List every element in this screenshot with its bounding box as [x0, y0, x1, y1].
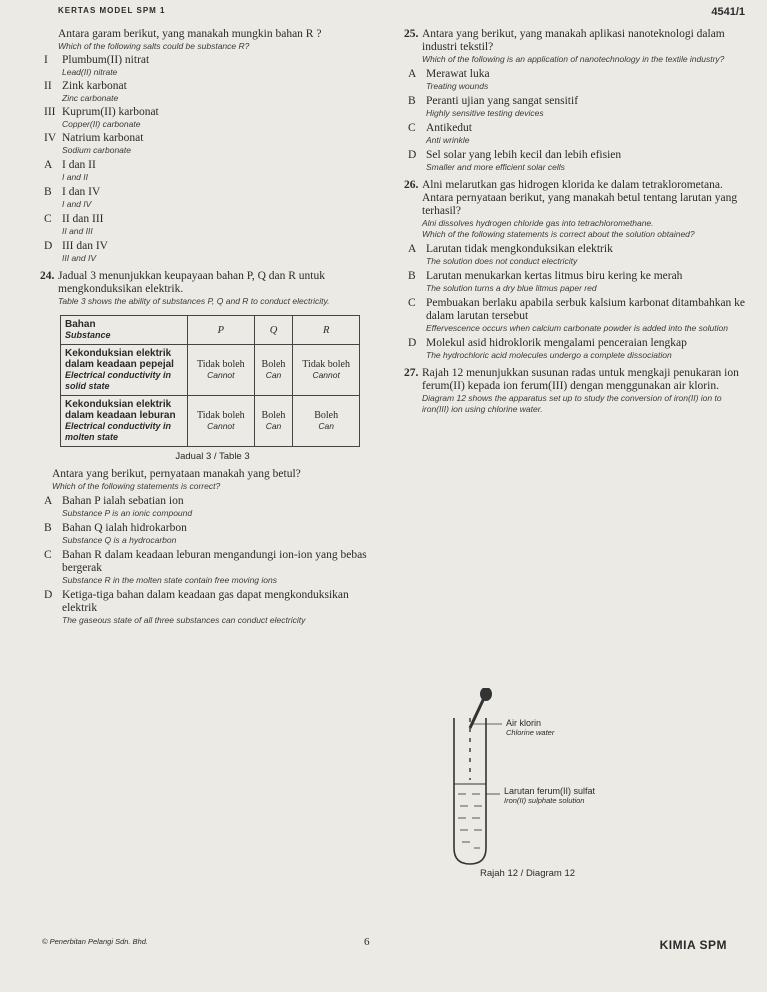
question-24	[40, 270, 385, 626]
q23-item	[40, 54, 385, 78]
option-label: C	[44, 213, 52, 225]
q26-stem: Alni melarutkan gas hidrogen klorida ke dalam tetraklorometana.	[422, 179, 723, 191]
header-paper-code: 4541/1	[711, 6, 745, 18]
option-text: Bahan R dalam keadaan leburan mengandungi ion-ion yang bebas bergerak	[62, 549, 367, 574]
option-text: Molekul asid hidroklorik mengalami penceraian lengkap	[426, 337, 687, 349]
cell-ms: Tidak boleh	[196, 410, 245, 421]
q24-option-a[interactable]	[40, 495, 385, 519]
q26-option-d[interactable]	[404, 337, 746, 361]
option-text-en: Effervescence occurs when calcium carbonate powder is added into the solution	[426, 323, 728, 333]
q23-option-a[interactable]	[40, 159, 385, 183]
page-number: 6	[364, 936, 370, 948]
header-paper-title: KERTAS MODEL SPM 1	[58, 6, 166, 15]
option-text: III dan IV	[62, 240, 108, 252]
option-text-en: The hydrochloric acid molecules undergo a complete dissociation	[426, 350, 672, 360]
corner-label: Bahan	[65, 319, 96, 330]
q23-item-num: III	[44, 106, 56, 118]
question-number: 25.	[404, 28, 419, 40]
diagram-12	[440, 688, 740, 888]
option-text-en: Highly sensitive testing devices	[426, 108, 544, 118]
cell-ms: Boleh	[261, 410, 286, 421]
q23-option-c[interactable]	[40, 213, 385, 237]
option-text: Larutan menukarkan kertas litmus biru kering ke merah	[426, 270, 683, 282]
label-ms: Air klorin	[506, 718, 542, 728]
row-label-en: Electrical conductivity in molten state	[65, 421, 172, 442]
q24-option-b[interactable]	[40, 522, 385, 546]
option-text-en: I and II	[62, 172, 88, 182]
row-label	[61, 396, 188, 447]
cell-ms: Tidak boleh	[196, 359, 245, 370]
apparatus-illustration	[440, 688, 740, 868]
label-ms: Larutan ferum(II) sulfat	[504, 786, 596, 796]
option-text-en: Treating wounds	[426, 81, 489, 91]
q25-option-d[interactable]	[404, 149, 746, 173]
label-en: Iron(II) sulphate solution	[504, 796, 585, 805]
question-26	[404, 179, 746, 361]
table-row	[61, 345, 360, 396]
option-text: Merawat luka	[426, 68, 490, 80]
question-23	[40, 28, 385, 264]
footer-publisher: © Penerbitan Pelangi Sdn. Bhd.	[42, 937, 149, 946]
q25-option-b[interactable]	[404, 95, 746, 119]
table-cell	[188, 345, 255, 396]
option-label: A	[44, 495, 53, 507]
option-text: II dan III	[62, 213, 104, 225]
table-cell	[188, 396, 255, 447]
option-label: B	[408, 95, 416, 107]
dropper-bulb	[480, 688, 492, 701]
table-cell	[293, 345, 360, 396]
question-number: 26.	[404, 179, 419, 191]
option-text-en: The solution does not conduct electricity	[426, 256, 578, 266]
q26-stem-2-en: Which of the following statements is correct about the solution obtained?	[422, 229, 695, 239]
option-text: Bahan Q ialah hidrokarbon	[62, 522, 187, 534]
option-text: Peranti ujian yang sangat sensitif	[426, 95, 579, 107]
q23-item	[40, 106, 385, 130]
q26-option-b[interactable]	[404, 270, 746, 294]
option-text-en: Anti wrinkle	[426, 135, 470, 145]
q23-item-text: Plumbum(II) nitrat	[62, 54, 150, 66]
option-label: A	[44, 159, 53, 171]
option-label: C	[408, 122, 416, 134]
question-number: 27.	[404, 367, 419, 379]
table-corner	[61, 316, 188, 345]
option-label: B	[408, 270, 416, 282]
table-cell	[254, 396, 293, 447]
solution-hatching	[458, 794, 482, 848]
q23-option-d[interactable]	[40, 240, 385, 264]
row-label	[61, 345, 188, 396]
option-label: D	[408, 337, 417, 349]
q23-item-text-en: Copper(II) carbonate	[62, 119, 141, 129]
q27-stem-en: Diagram 12 shows the apparatus set up to study the conversion of iron(II) ion to iron(III) ion using chlorine water.	[422, 393, 722, 414]
option-label: B	[44, 186, 52, 198]
dropper-tube	[470, 698, 484, 728]
cell-ms: Boleh	[261, 359, 286, 370]
option-text: Pembuakan berlaku apabila serbuk kalsium karbonat ditambahkan ke dalam larutan tersebut	[426, 297, 746, 322]
row-label-en: Electrical conductivity in solid state	[65, 370, 172, 391]
cell-en: Cannot	[312, 370, 340, 380]
option-text-en: Substance R in the molten state contain free moving ions	[62, 575, 277, 585]
label-iron-sulphate	[504, 786, 595, 806]
left-column	[40, 28, 385, 626]
option-label: A	[408, 243, 417, 255]
q27-stem: Rajah 12 menunjukkan susunan radas untuk mengkaji penukaran ion ferum(II) kepada ion ferum(III) dengan menggunakan air klorin.	[422, 367, 739, 392]
q26-option-c[interactable]	[404, 297, 746, 334]
q23-item-text: Kuprum(II) karbonat	[62, 106, 159, 118]
option-text: Ketiga-tiga bahan dalam keadaan gas dapat mengkonduksikan elektrik	[62, 589, 349, 614]
option-text-en: II and III	[62, 226, 93, 236]
q23-stem-en: Which of the following salts could be substance R?	[58, 41, 250, 51]
q23-item-num: IV	[44, 132, 57, 144]
footer-subject: KIMIA SPM	[659, 938, 727, 952]
option-label: C	[44, 549, 52, 561]
option-text: Bahan P ialah sebatian ion	[62, 495, 184, 507]
option-text-en: III and IV	[62, 253, 97, 263]
option-label: C	[408, 297, 416, 309]
question-number: 24.	[40, 270, 55, 282]
label-chlorine-water	[506, 718, 554, 738]
q23-item-text: Natrium karbonat	[62, 132, 144, 144]
row-label-ms: Kekonduksian elektrik dalam keadaan pepejal	[65, 348, 174, 370]
col-header-r: R	[293, 316, 360, 345]
q23-item-text-en: Zinc carbonate	[62, 93, 119, 103]
option-text-en: The solution turns a dry blue litmus paper red	[426, 283, 597, 293]
cell-ms: Boleh	[314, 410, 339, 421]
right-column	[404, 28, 746, 415]
option-text-en: The gaseous state of all three substances can conduct electricity	[62, 615, 306, 625]
table-3	[60, 315, 360, 447]
option-label: B	[44, 522, 52, 534]
option-text: Sel solar yang lebih kecil dan lebih efisien	[426, 149, 622, 161]
q23-item	[40, 132, 385, 156]
question-27	[404, 367, 746, 415]
cell-en: Cannot	[207, 421, 235, 431]
q24-option-c[interactable]	[40, 549, 385, 586]
q26-option-a[interactable]	[404, 243, 746, 267]
table-caption: Jadual 3 / Table 3	[175, 451, 250, 462]
option-text: I dan IV	[62, 186, 101, 198]
col-header-p: P	[188, 316, 255, 345]
row-label-ms: Kekonduksian elektrik dalam keadaan leburan	[65, 399, 176, 421]
q23-item-num: I	[44, 54, 48, 66]
option-text-en: I and IV	[62, 199, 92, 209]
corner-label-en: Substance	[65, 330, 111, 340]
option-text: Larutan tidak mengkonduksikan elektrik	[426, 243, 613, 255]
q24-ask: Antara yang berikut, pernyataan manakah yang betul?	[52, 468, 301, 480]
option-text-en: Substance Q is a hydrocarbon	[62, 535, 177, 545]
q23-item-text-en: Sodium carbonate	[62, 145, 131, 155]
option-text-en: Smaller and more efficient solar cells	[426, 162, 565, 172]
q23-option-b[interactable]	[40, 186, 385, 210]
option-label: D	[408, 149, 417, 161]
cell-en: Can	[265, 421, 282, 431]
q25-option-a[interactable]	[404, 68, 746, 92]
option-label: D	[44, 240, 53, 252]
q25-stem-en: Which of the following is an application of nanotechnology in the textile industry?	[422, 54, 725, 64]
q23-item-text: Zink karbonat	[62, 80, 127, 92]
q23-item-text-en: Lead(II) nitrate	[62, 67, 118, 77]
q24-option-d[interactable]	[40, 589, 385, 626]
option-text: I dan II	[62, 159, 96, 171]
table-row	[61, 396, 360, 447]
q25-stem: Antara yang berikut, yang manakah aplikasi nanoteknologi dalam industri tekstil?	[422, 28, 725, 53]
table-cell	[254, 345, 293, 396]
option-text: Antikedut	[426, 122, 472, 134]
q26-stem-2: Antara pernyataan berikut, yang manakah betul tentang larutan yang terhasil?	[422, 192, 738, 217]
option-text-en: Substance P is an ionic compound	[62, 508, 193, 518]
q23-item-num: II	[44, 80, 52, 92]
cell-en: Can	[265, 370, 282, 380]
q23-item	[40, 80, 385, 104]
q23-stem: Antara garam berikut, yang manakah mungkin bahan R ?	[58, 28, 322, 40]
diagram-caption: Rajah 12 / Diagram 12	[480, 868, 576, 879]
option-label: D	[44, 589, 53, 601]
cell-ms: Tidak boleh	[302, 359, 350, 370]
q24-stem: Jadual 3 menunjukkan keupayaan bahan P, Q dan R untuk mengkonduksikan elektrik.	[58, 270, 325, 295]
cell-en: Can	[318, 421, 334, 431]
q24-ask-en: Which of the following statements is correct?	[52, 481, 221, 491]
q25-option-c[interactable]	[404, 122, 746, 146]
q24-stem-en: Table 3 shows the ability of substances P, Q and R to conduct electricity.	[58, 296, 330, 306]
option-label: A	[408, 68, 417, 80]
cell-en: Cannot	[207, 370, 235, 380]
q26-stem-en: Alni dissolves hydrogen chloride gas into tetrachloromethane.	[422, 218, 654, 228]
table-cell	[293, 396, 360, 447]
label-en: Chlorine water	[506, 728, 555, 737]
question-25	[404, 28, 746, 173]
col-header-q: Q	[254, 316, 293, 345]
